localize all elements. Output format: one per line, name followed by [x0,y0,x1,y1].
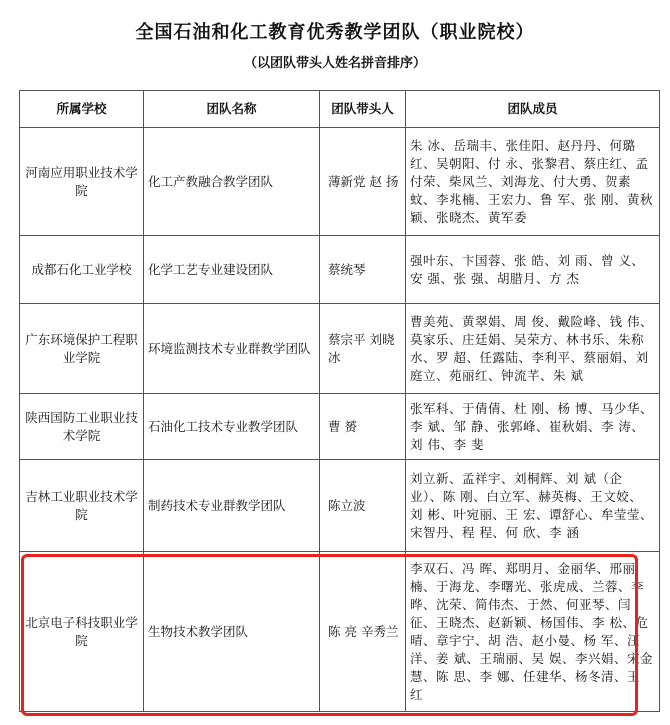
team-cell: 化学工艺专业建设团队 [144,236,320,304]
team-cell: 环境监测技术专业群教学团队 [144,304,320,394]
leader-cell: 薄新党 赵 扬 [320,128,406,236]
school-cell: 河南应用职业技术学院 [20,128,144,236]
leader-cell: 蔡统琴 [320,236,406,304]
team-table [19,90,660,712]
header-school: 所属学校 [20,91,144,128]
team-cell: 化工产教融合教学团队 [144,128,320,236]
table-row [20,394,660,460]
team-cell: 石油化工技术专业教学团队 [144,394,320,460]
table-row [20,552,660,712]
header-members: 团队成员 [406,91,660,128]
leader-cell: 曹 赟 [320,394,406,460]
school-cell: 北京电子科技职业学院 [20,552,144,712]
table-header-row [20,91,660,128]
table-row [20,236,660,304]
school-cell: 广东环境保护工程职业学院 [20,304,144,394]
members-cell: 刘立新、孟祥宇、刘桐辉、刘 斌（企业）、陈 刚、白立军、赫英梅、王文姣、刘 彬、叶宛丽、王 宏、谭舒心、牟莹莹、宋智丹、程 程、何 欣、李 涵 [406,460,660,552]
school-cell: 成都石化工业学校 [20,236,144,304]
members-cell: 强叶东、卞国蓉、张 皓、刘 雨、曾 义、安 强、张 强、胡腊月、方 杰 [406,236,660,304]
header-leader: 团队带头人 [320,91,406,128]
table-row [20,128,660,236]
leader-cell: 蔡宗平 刘晓冰 [320,304,406,394]
school-cell: 陕西国防工业职业技术学院 [20,394,144,460]
header-team: 团队名称 [144,91,320,128]
members-cell: 李双石、冯 晖、郑明月、金丽华、邢丽楠、于海龙、李曙光、张虎成、兰蓉、李晔、沈荣、简伟杰、于然、何亚琴、闫 征、王晓杰、赵新颖、杨国伟、李 松、危 晴、章宇宁、胡 浩、赵小曼、杨 军、汪 洋、姜 斌、王瑞丽、吴 娱、李兴娟、宋金慧、陈 思、李 娜、任建华、杨冬清、王 红 [406,552,660,712]
table-row [20,304,660,394]
leader-cell: 陈立波 [320,460,406,552]
members-cell: 曹美苑、黄翠娟、周 俊、戴险峰、钱 伟、莫家乐、庄廷娟、吴荣方、林书乐、朱称水、罗 超、任露陆、李利平、蔡丽娟、刘庭立、苑丽红、钟流芊、朱 斌 [406,304,660,394]
page-title: 全国石油和化工教育优秀教学团队（职业院校） [135,22,535,43]
page-subtitle: （以团队带头人姓名拼音排序） [243,56,426,71]
leader-cell: 陈 亮 辛秀兰 [320,552,406,712]
team-cell: 制药技术专业群教学团队 [144,460,320,552]
members-cell: 朱 冰、岳瑞丰、张佳阳、赵丹丹、何璐红、吴朝阳、付 永、张黎君、蔡庄红、孟付荣、柴凤兰、刘海龙、付大勇、贺素蚊、李兆楠、王宏力、鲁 军、张 刚、黄秋颖、张晓杰、黄军委 [406,128,660,236]
members-cell: 张军科、于倩倩、杜 刚、杨 博、马少华、李 斌、邹 静、张郭峰、崔秋娟、李 涛、刘 伟、李 斐 [406,394,660,460]
table-row [20,460,660,552]
team-cell: 生物技术教学团队 [144,552,320,712]
school-cell: 吉林工业职业技术学院 [20,460,144,552]
